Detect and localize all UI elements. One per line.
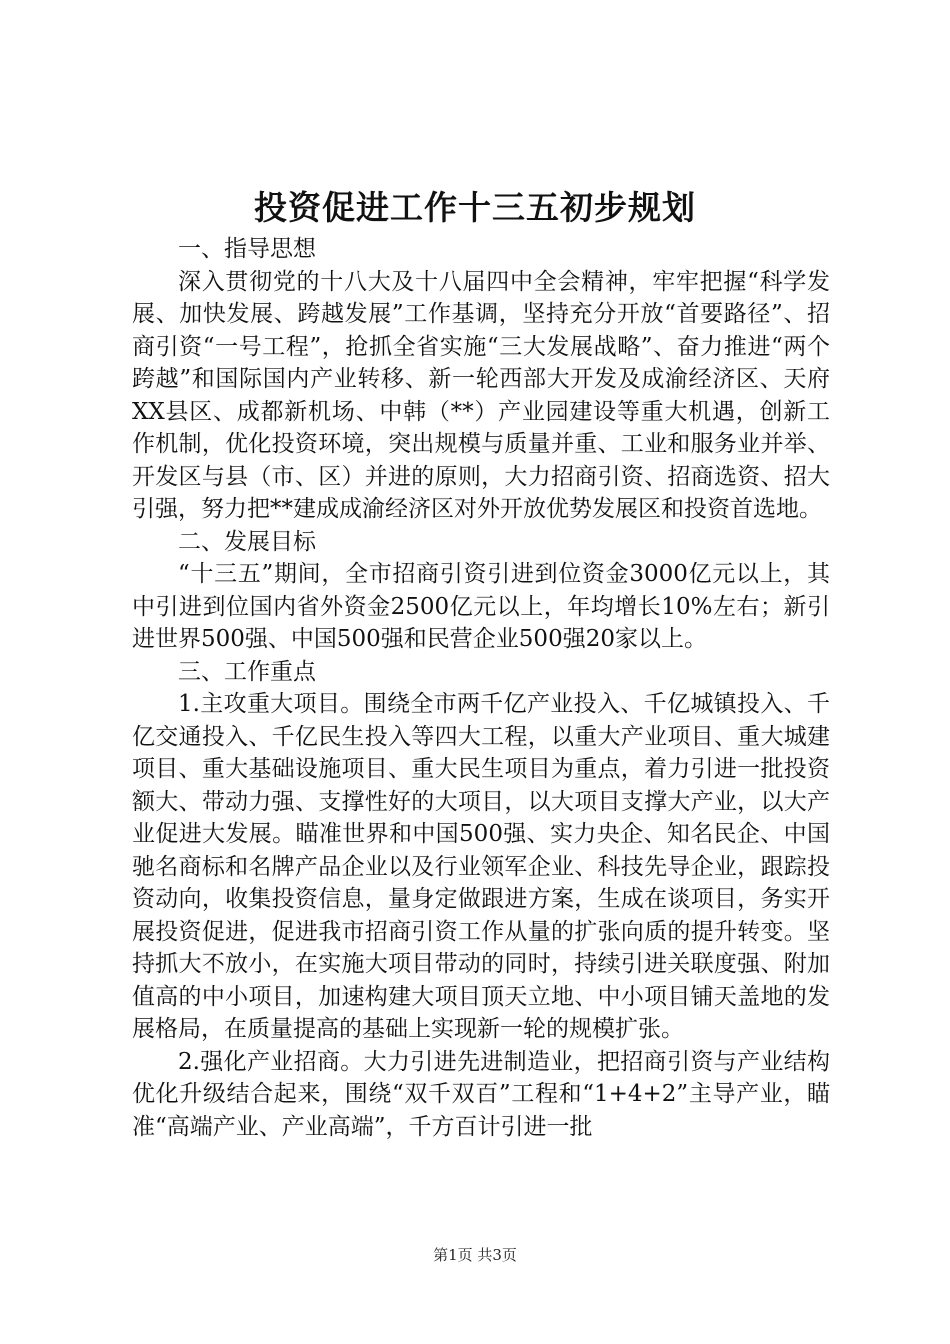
section-heading-guiding-ideology: 一、指导思想 — [178, 236, 316, 262]
page-number-footer: 第1页 共3页 — [433, 1246, 517, 1264]
document-body — [132, 233, 830, 1143]
paragraph-major-projects: 1.主攻重大项目。围绕全市两千亿产业投入、千亿城镇投入、千亿交通投入、千亿民生投入等四大工程，以重大产业项目、重大城建项目、重大基础设施项目、重大民生项目为重点，着力引进一批投资额大、带动力强、支撑性好的大项目，以大项目支撑大产业，以大产业促进大发展。瞄准世界和中国500强、实力央企、知名民企、中国驰名商标和名牌产品企业以及行业领军企业、科技先导企业，跟踪投资动向，收集投资信息，量身定做跟进方案，生成在谈项目，务实开展投资促进，促进我市招商引资工作从量的扩张向质的提升转变。坚持抓大不放小，在实施大项目带动的同时，持续引进关联度强、附加值高的中小项目，加速构建大项目顶天立地、中小项目铺天盖地的发展格局，在质量提高的基础上实现新一轮的规模扩张。 — [132, 691, 830, 1042]
paragraph-industry-investment: 2.强化产业招商。大力引进先进制造业，把招商引资与产业结构优化升级结合起来，围绕“双千双百”工程和“1+4+2”主导产业，瞄准“高端产业、产业高端”，千方百计引进一批 — [132, 1048, 830, 1140]
paragraph-guiding-ideology: 深入贯彻党的十八大及十八届四中全会精神，牢牢把握“科学发展、加快发展、跨越发展”工作基调，坚持充分开放“首要路径”、招商引资“一号工程”，抢抓全省实施“三大发展战略”、奋力推进“两个跨越”和国际国内产业转移、新一轮西部大开发及成渝经济区、天府XX县区、成都新机场、中韩（**）产业园建设等重大机遇，创新工作机制，优化投资环境，突出规模与质量并重、工业和服务业并举、开发区与县（市、区）并进的原则，大力招商引资、招商选资、招大引强，努力把**建成成渝经济区对外开放优势发展区和投资首选地。 — [132, 268, 830, 522]
section-heading-development-goals: 二、发展目标 — [178, 528, 316, 555]
document-title: 投资促进工作十三五初步规划 — [254, 188, 696, 227]
paragraph-development-goals: “十三五”期间，全市招商引资引进到位资金3000亿元以上，其中引进到位国内省外资金2500亿元以上，年均增长10%左右；新引进世界500强、中国500强和民营企业500强20家以上。 — [132, 561, 830, 652]
section-heading-work-priorities: 三、工作重点 — [178, 658, 316, 685]
